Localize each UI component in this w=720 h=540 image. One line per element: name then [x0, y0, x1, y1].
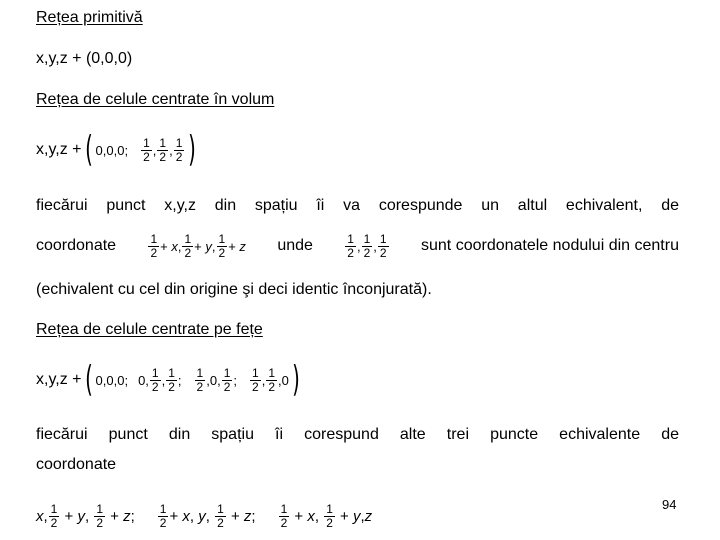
right-bracket: )	[292, 359, 300, 400]
paragraph-line: coordonate	[36, 456, 117, 473]
paragraph-line: fiecărui punct x,y,z din spațiu îi va corespunde un altul echivalent, de	[36, 197, 679, 214]
section-title-body-centered: Rețea de celule centrate în volum	[36, 91, 275, 108]
primitive-formula: x,y,z + (0,0,0)	[36, 50, 133, 67]
right-bracket: )	[188, 129, 197, 170]
equivalent-points: x , 1 2 + y, 1 2 + z; 1 2 + x, y, 1 2 + z; 1 2 + x, 1 2 + y,z	[36, 501, 373, 530]
formula-lhs: x,y,z +	[36, 141, 82, 158]
section-title-primitive: Rețea primitivă	[36, 9, 143, 26]
left-bracket: (	[84, 359, 93, 400]
coord-word: coordonate	[36, 237, 117, 254]
paragraph-line: (echivalent cu cel din origine şi deci identic înconjurată).	[36, 281, 432, 298]
body-centered-formula: x,y,z + ( 0,0,0; 1 2 , 1 2 , 1 2 )	[36, 129, 197, 170]
origin-term: 0,0,0;	[95, 142, 129, 158]
center-node-coordinates: 1 2 , 1 2 , 1 2	[347, 231, 387, 260]
paragraph-line-coordinates	[36, 226, 679, 266]
paragraph-line: fiecărui punct din spațiu îi corespund alte trei puncte echivalente de	[36, 426, 679, 443]
unde-word: unde	[277, 237, 313, 254]
fraction: 1 2	[175, 135, 183, 164]
left-bracket: (	[84, 129, 93, 170]
shifted-coordinates: 1 2 + x, 1 2 + y, 1 2 + z	[150, 231, 246, 260]
formula-lhs: x,y,z +	[36, 371, 82, 388]
fraction: 1 2	[143, 135, 150, 164]
face-centered-formula: x,y,z + ( 0,0,0; 0, 1 2 , 1 2 ; 1 2 ,0, 1 2 ; 1 2 , 1 2 ,0 )	[36, 359, 300, 400]
section-title-face-centered: Rețea de celule centrate pe fețe	[36, 321, 263, 338]
fraction: 1 2	[159, 135, 167, 164]
origin-term: 0,0,0;	[95, 372, 129, 388]
page-number: 94	[662, 497, 677, 512]
tail-text: sunt coordonatele nodului din centru	[421, 237, 679, 254]
